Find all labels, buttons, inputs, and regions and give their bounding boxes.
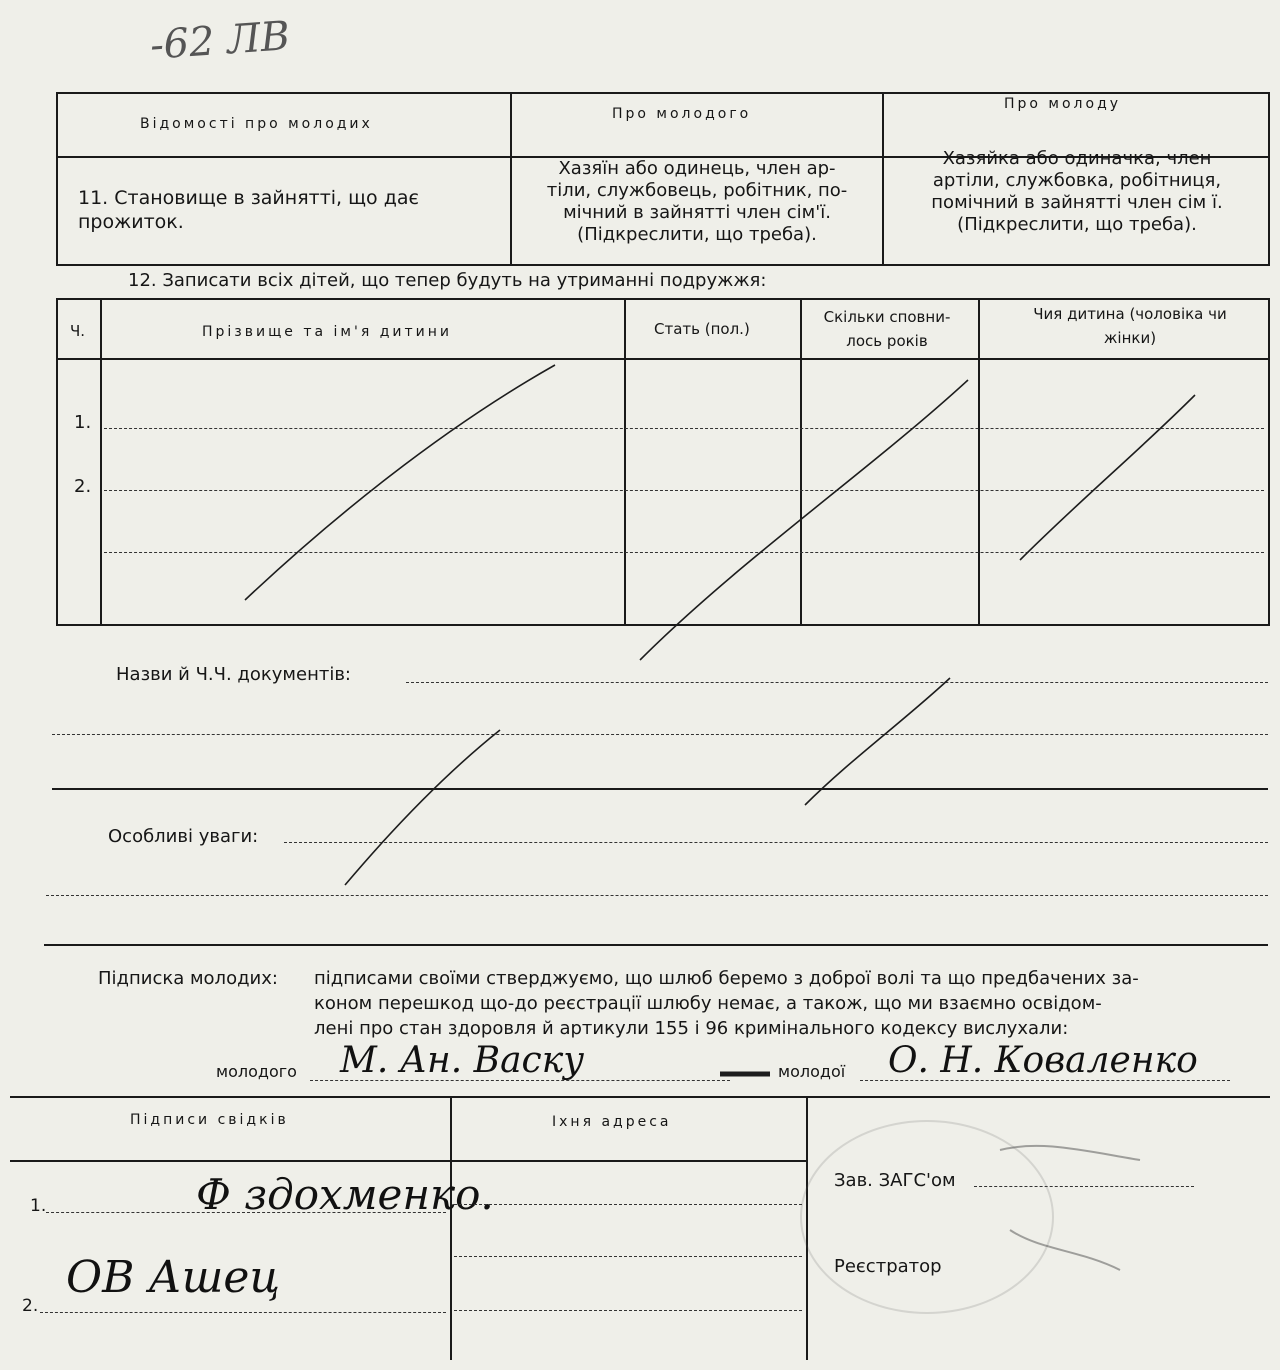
signature-section-label: Підписка молодих:	[98, 968, 278, 989]
witness-header-address: Іхня адреса	[552, 1114, 672, 1130]
groom-signature: М. Ан. Васку	[340, 1040, 585, 1081]
signature-text-line: коном перешкод що-до реєстрації шлюбу немає, а також, що ми взаємно освідом-	[314, 993, 1102, 1014]
witness-row-number: 2.	[22, 1296, 39, 1316]
bride-option-line: Хазяйка або одиначка, член	[942, 148, 1212, 169]
bride-option-line: помічний в зайнятті член сім ї.	[931, 192, 1223, 213]
groom-option-line: (Підкреслити, що треба).	[577, 224, 817, 245]
table1-header-info: Відомості про молодих	[140, 116, 373, 132]
signature-text-line: лені про стан здоровля й артикули 155 і 96 кримінального кодексу вислухали:	[314, 1018, 1069, 1039]
item12-label: 12. Записати всіх дітей, що тепер будуть на утриманні подружжя:	[128, 270, 767, 291]
groom-signature-label: молодого	[216, 1062, 297, 1081]
handwritten-page-number: -62 ЛВ	[148, 13, 292, 69]
special-notes-label: Особливі уваги:	[108, 826, 259, 847]
signature-text-line: підписами своїми стверджуємо, що шлюб беремо з доброї волі та що предбачених за-	[314, 968, 1139, 989]
witness-signature-2: ОВ Ашец	[66, 1252, 281, 1303]
registrar-label: Реєстратор	[834, 1256, 942, 1277]
table1-header-bride: Про молоду	[1004, 96, 1122, 112]
zags-head-label: Зав. ЗАГС'ом	[834, 1170, 956, 1191]
bride-option-line: (Підкреслити, що треба).	[957, 214, 1197, 235]
table2-header-sex: Стать (пол.)	[654, 320, 750, 338]
row11-label: 11. Становище в зайнятті, що дає прожиток.	[78, 187, 419, 233]
bride-signature: О. Н. Коваленко	[888, 1040, 1198, 1081]
documents-label: Назви й Ч.Ч. документів:	[116, 664, 351, 685]
witness-header-signatures: Підписи свідків	[130, 1112, 289, 1128]
table2-header-name: Прізвище та ім'я дитини	[202, 324, 452, 340]
bride-signature-label: молодої	[778, 1062, 846, 1081]
table2-header-age: Скільки сповни-лось років	[823, 308, 951, 350]
table2-row-number: 2.	[74, 476, 92, 497]
table2-row-number: 1.	[74, 412, 92, 433]
groom-option-line: тіли, службовець, робітник, по-	[546, 180, 848, 201]
table2-header-whose: Чия дитина (чоловіка чи жінки)	[1033, 305, 1227, 347]
groom-option-line: Хазяїн або одинець, член ар-	[558, 158, 836, 179]
groom-option-line: мічний в зайнятті член сім'ї.	[563, 202, 831, 223]
witness-signature-1: Ф здохменко.	[196, 1170, 494, 1219]
bride-option-line: артіли, службовка, робітниця,	[932, 170, 1222, 191]
table1-header-groom: Про молодого	[612, 106, 752, 122]
witness-row-number: 1.	[30, 1196, 47, 1216]
table2-header-number: Ч.	[70, 322, 86, 340]
